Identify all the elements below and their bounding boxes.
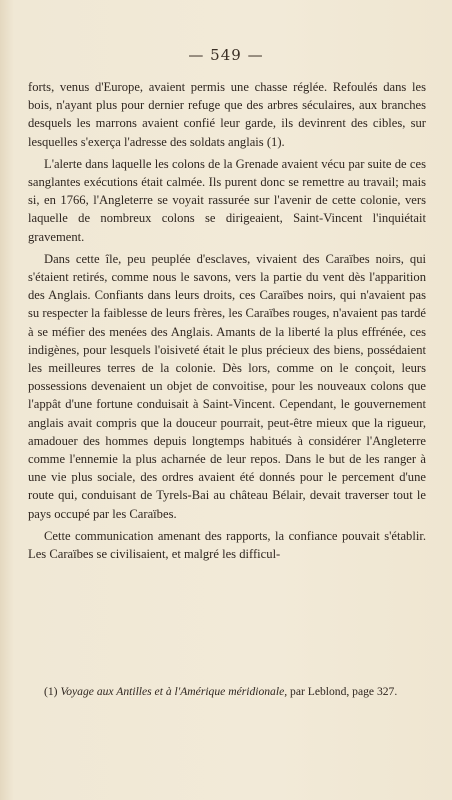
footnote-marker: (1) bbox=[44, 685, 58, 698]
footnote bbox=[28, 684, 426, 700]
paragraph-4: Cette communication amenant des rapports, la confiance pouvait s'établir. Les Caraïbes se civilisaient, et malgré les difficul- bbox=[28, 528, 426, 562]
paragraph-3: Dans cette île, peu peuplée d'esclaves, vivaient des Caraïbes noirs, qui s'étaient retirés, comme nous le savons, vers la partie du vent dès l'apparition des Anglais. Confiants dans leurs droits, ces Caraïbes noirs, qui n'avaient pas su respecter la faiblesse de leurs frères, les Caraïbes rouges, n'avaient pas tardé à se méfier des menées des Anglais. Amants de la liberté la plus effrénée, ces indigènes, pour lesquels l'oisiveté était le plus précieux des biens, possédaient les meilleures terres de la colonie. Dès lors, comme on le conçoit, leurs possessions devenaient un objet de convoitise, pour les nouveaux colons que l'appât d'une fortune conduisait à Saint-Vincent. Cependant, le gouvernement anglais avait compris que la douceur pourrait, peut-être mieux que la rigueur, amadouer des hommes depuis longtemps habitués à considérer l'Angleterre comme l'ennemie la plus acharnée de leur repos. Dans le but de les ranger à une vie plus sociale, des ordres avaient été donnés pour le percement d'une route qui, conduisant de Tyrels-Bai au château Bélair, devait traverser tout le pays occupé par les Caraïbes. bbox=[28, 251, 426, 521]
page-number: — 549 — bbox=[188, 46, 264, 64]
footnote-title: Voyage aux Antilles et à l'Amérique méridionale, bbox=[60, 685, 288, 698]
paragraph-1: forts, venus d'Europe, avaient permis une chasse réglée. Refoulés dans les bois, n'ayant plus pour dernier refuge que des arbres séculaires, aux branches desquels les marrons avaient confié leur garde, ils devinrent des cibles, sur lesquelles s'exerça l'adresse des soldats anglais (1). bbox=[28, 80, 426, 149]
paragraph-2: L'alerte dans laquelle les colons de la Grenade avaient vécu par suite de ces sanglantes exécutions était calmée. Ils purent donc se remettre au travail; mais si, en 1766, l'Angleterre se voyait rassurée sur l'avenir de cette colonie, vers laquelle de nombreux colons se dirigeaient, Saint-Vincent l'inquiétait gravement. bbox=[28, 156, 426, 244]
footnote-rest: par Leblond, page 327. bbox=[290, 685, 398, 698]
body-text bbox=[28, 78, 426, 567]
